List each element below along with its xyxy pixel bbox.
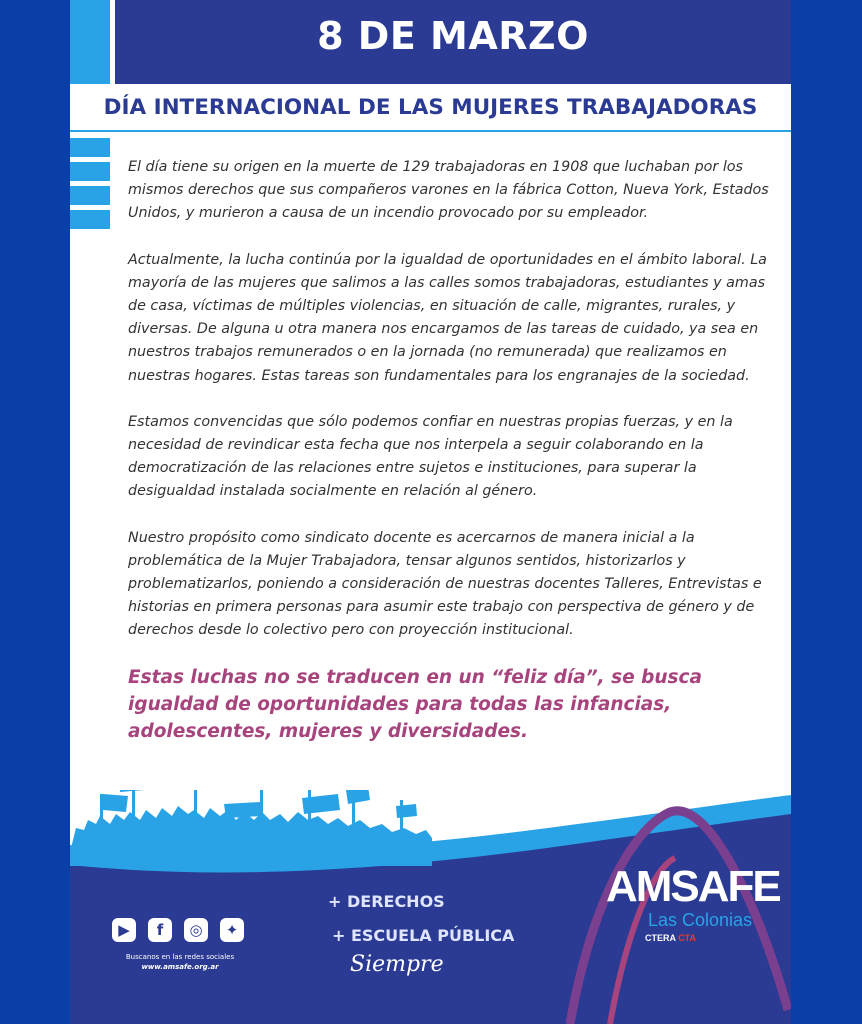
paragraph: Estamos convencidas que sólo podemos confiar en nuestras propias fuerzas, y en la necesidad de revindicar esta fecha que nos interpela a seguir colaborando en la democratización de las relaciones entre sujetos e instituciones, para superar la desigualdad instalada socialmente en relación al género.	[128, 413, 733, 500]
paragraph: Nuestro propósito como sindicato docente es acercarnos de manera inicial a la problemática de la Mujer Trabajadora, tensar algunos sentidos, historizarlos y problematizarlos, poniendo a consideración de nuestras docentes Talleres, Entrevistas e historias en primera personas para asumir este trabajo con perspectiva de género y de derechos desde lo colectivo pero con proyección institucional.	[128, 529, 762, 639]
cta-label: CTA	[678, 933, 697, 943]
social-caption	[110, 952, 250, 972]
paragraph: El día tiene su origen en la muerte de 129 trabajadoras en 1908 que luchaban por los mismos derechos que sus compañeros varones en la fábrica Cotton, Nueva York, Estados Unidos, y murieron a causa de un incendio provocado por su empleador.	[128, 159, 769, 222]
poster	[70, 0, 791, 1024]
facebook-icon[interactable]: f	[148, 918, 172, 942]
twitter-icon[interactable]: ✦	[220, 918, 244, 942]
paragraph: Actualmente, la lucha continúa por la igualdad de oportunidades en el ámbito laboral. La mayoría de las mujeres que salimos a las calles somos trabajadoras, estudiantes y amas de casa, víctimas de múltiples violencias, en situación de calle, migrantes, rurales, y diversas. De alguna u otra manera nos encargamos de las tareas de cuidado, ya sea en nuestros trabajos remunerados o en la jornada (no remunerada) que realizamos en nuestras hogares. Estas tareas son fundamentales para los engranajes de la sociedad.	[128, 251, 767, 384]
banner-text: AMSAFE	[125, 758, 191, 783]
slogan-escuela-publica: + ESCUELA PÚBLICA	[332, 926, 515, 945]
brand-location: Las Colonias	[648, 910, 753, 930]
affiliations	[645, 933, 696, 943]
ctera-label: CTERA	[645, 933, 676, 943]
decorative-blocks	[70, 138, 110, 234]
amsafe-banner	[118, 790, 196, 792]
page-title: 8 DE MARZO	[317, 14, 589, 58]
social-icons	[112, 918, 244, 942]
slogan-siempre: Siempre	[350, 952, 444, 977]
slogan-derechos: + DERECHOS	[328, 892, 445, 911]
accent-strip	[70, 0, 110, 84]
brand-logo: AMSAFE	[606, 862, 780, 911]
highlight-quote: Estas luchas no se traducen en un “feliz día”, se busca igualdad de oportunidades para todas las infancias, adolescentes, mujeres y diversidades.	[128, 667, 702, 742]
social-caption-text: Buscanos en las redes sociales	[125, 953, 235, 961]
divider	[70, 130, 791, 132]
website-link[interactable]: www.amsafe.org.ar	[141, 963, 219, 971]
youtube-icon[interactable]: ▶	[112, 918, 136, 942]
subtitle: DÍA INTERNACIONAL DE LAS MUJERES TRABAJADORAS	[103, 95, 758, 120]
body-text	[128, 156, 778, 666]
instagram-icon[interactable]: ◎	[184, 918, 208, 942]
